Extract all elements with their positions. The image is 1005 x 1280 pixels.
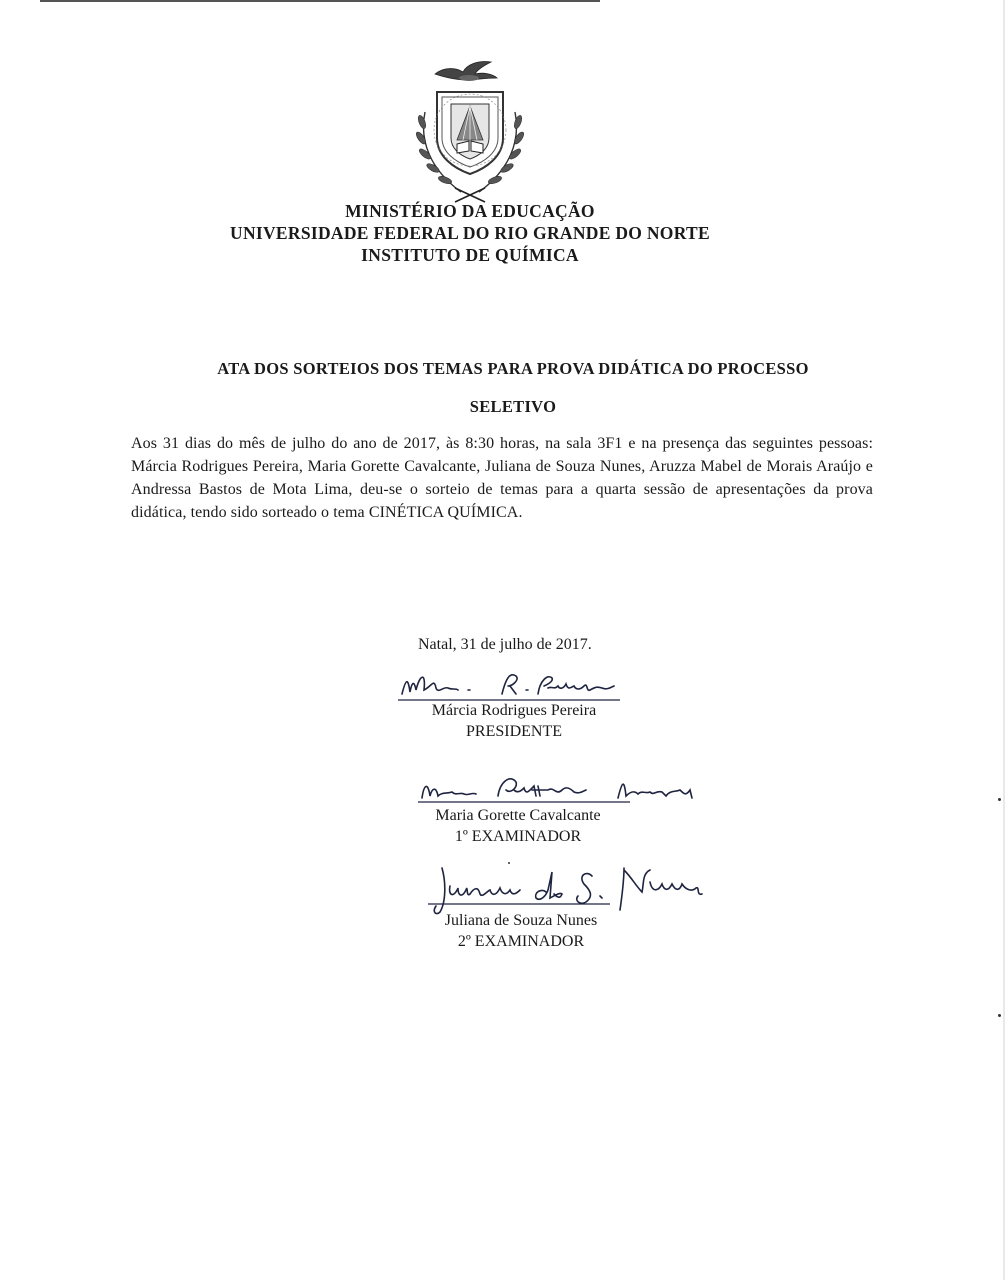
scan-top-rule	[40, 0, 600, 2]
signatory-role: PRESIDENTE	[466, 723, 562, 740]
document-title	[150, 350, 876, 426]
signature-block-examiner-2	[428, 910, 614, 952]
ministry-name: MINISTÉRIO DA EDUCAÇÃO	[345, 201, 595, 221]
signatory-name: Márcia Rodrigues Pereira	[431, 702, 597, 719]
scan-speck	[998, 798, 1001, 801]
minutes-paragraph: Aos 31 dias do mês de julho do ano de 2017, às 8:30 horas, na sala 3F1 e na presença das seguintes pessoas: Márcia Rodrigues Pereira, Maria Gorette Cavalcante, Juliana de Souza Nunes, Aruzza Mabel de Morais Araújo e Andressa Bastos de Mota Lima, deu-se o sorteio de temas para a quarta sessão de apresentações da prova didática, tendo sido sorteado o tema CINÉTICA QUÍMICA.	[131, 435, 873, 521]
signatory-role: 2º EXAMINADOR	[457, 933, 585, 950]
signatory-role: 1º EXAMINADOR	[454, 828, 582, 845]
signatory-name: Juliana de Souza Nunes	[444, 912, 598, 929]
scan-speck	[998, 1014, 1001, 1017]
scan-speck	[508, 862, 510, 864]
institute-name: INSTITUTO DE QUÍMICA	[361, 245, 579, 265]
place-date: Natal, 31 de julho de 2017.	[418, 636, 592, 653]
title-line-2: SELETIVO	[469, 397, 557, 416]
document-header	[0, 200, 940, 266]
university-seal-icon	[405, 52, 535, 204]
title-line-1: ATA DOS SORTEIOS DOS TEMAS PARA PROVA DIDÁTICA DO PROCESSO	[217, 359, 809, 378]
university-name: UNIVERSIDADE FEDERAL DO RIO GRANDE DO NORTE	[230, 223, 710, 243]
signatory-name: Maria Gorette Cavalcante	[435, 807, 601, 824]
signature-block-president	[408, 700, 620, 742]
signature-block-examiner-1	[418, 805, 618, 847]
